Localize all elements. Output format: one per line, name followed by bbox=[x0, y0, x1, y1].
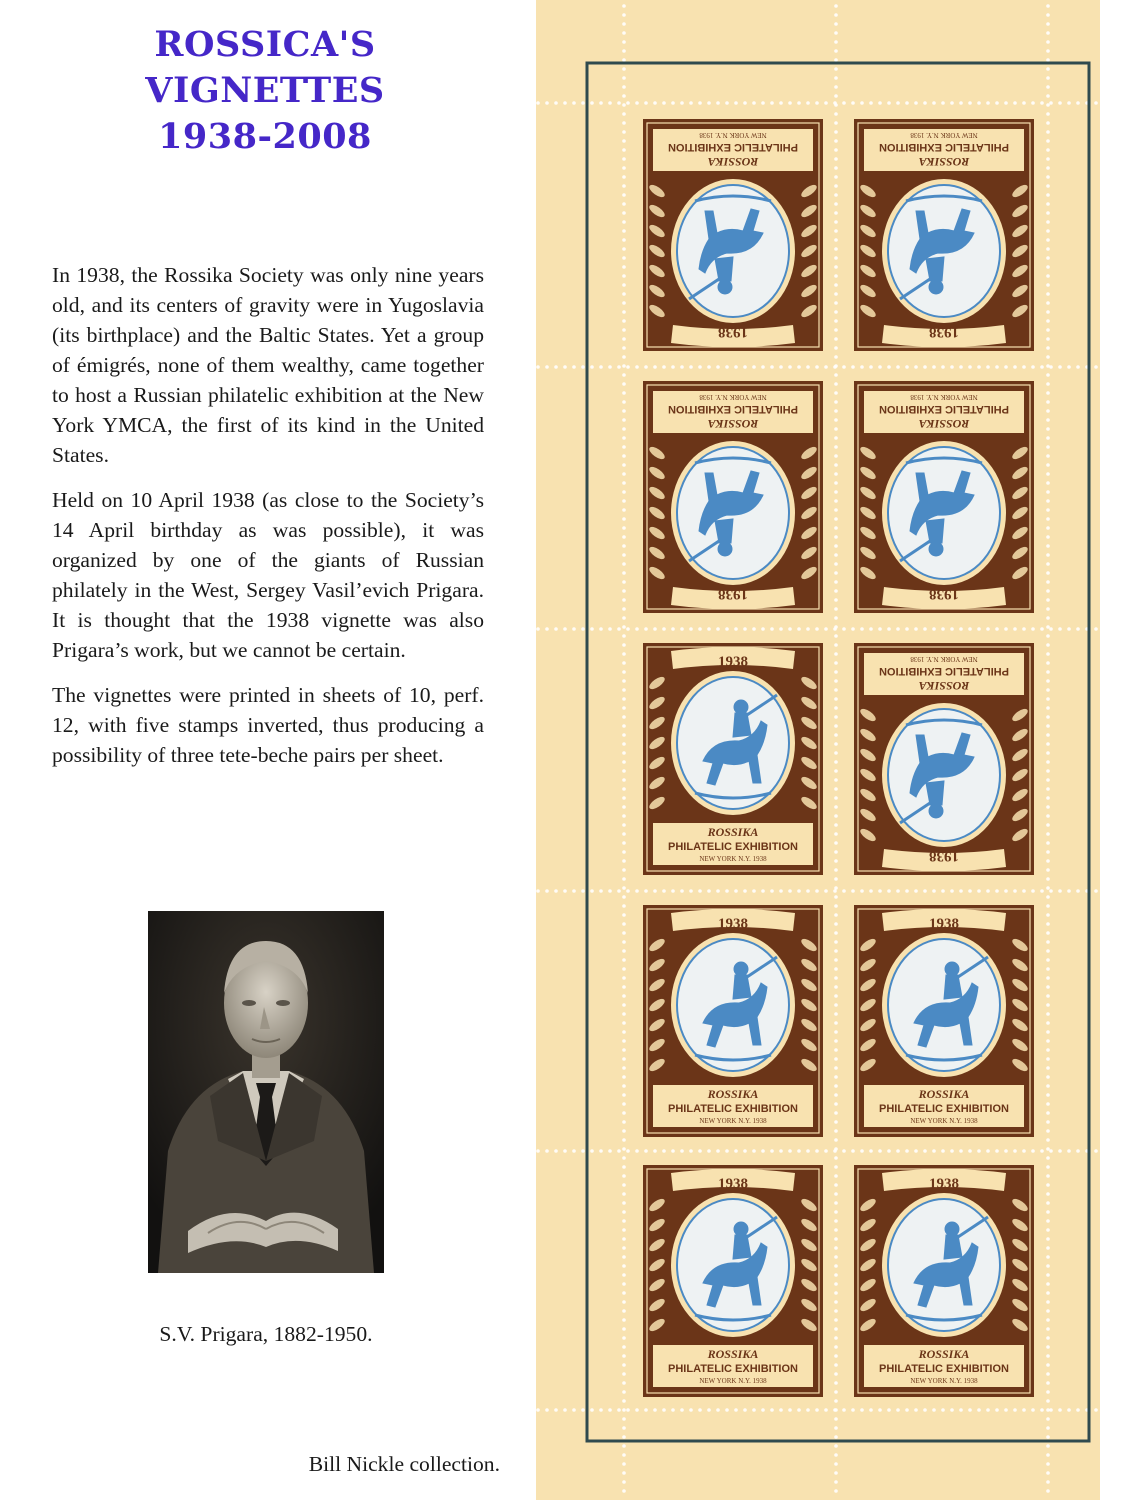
vignette-stamp bbox=[643, 119, 823, 351]
vignette-exhibition: PHILATELIC EXHIBITION bbox=[668, 1363, 798, 1375]
vignette-stamp bbox=[643, 643, 823, 875]
vignette-society: ROSSIKA bbox=[707, 155, 759, 169]
vignette-year: 1938 bbox=[718, 916, 748, 932]
vignette-society: ROSSIKA bbox=[918, 679, 970, 693]
vignette-city: NEW YORK N.Y. 1938 bbox=[910, 1377, 978, 1385]
vignette-city: NEW YORK N.Y. 1938 bbox=[699, 1117, 767, 1125]
vignette-year: 1938 bbox=[929, 916, 959, 932]
title-line-2: VIGNETTES bbox=[145, 70, 385, 111]
vignette-society: ROSSIKA bbox=[918, 1347, 970, 1361]
vignette-year: 1938 bbox=[718, 654, 748, 670]
vignette-society: ROSSIKA bbox=[707, 1087, 759, 1101]
article-body bbox=[52, 260, 484, 785]
vignette-year: 1938 bbox=[718, 1176, 748, 1192]
vignette-year: 1938 bbox=[929, 586, 959, 602]
vignette-city: NEW YORK N.Y. 1938 bbox=[910, 1117, 978, 1125]
collection-credit: Bill Nickle collection. bbox=[308, 1452, 500, 1476]
vignette-stamp bbox=[854, 1165, 1034, 1397]
vignette-society: ROSSIKA bbox=[707, 825, 759, 839]
vignette-exhibition: PHILATELIC EXHIBITION bbox=[668, 141, 798, 153]
vignette-city: NEW YORK N.Y. 1938 bbox=[699, 1377, 767, 1385]
vignette-exhibition: PHILATELIC EXHIBITION bbox=[668, 403, 798, 415]
vignette-stamp bbox=[643, 905, 823, 1137]
vignette-society: ROSSIKA bbox=[707, 1347, 759, 1361]
paragraph-2: Held on 10 April 1938 (as close to the Society’s 14 April birthday as was possible), it was organized by one of the giants of Russian philately in the West, Sergey Vasil’evich Prigara. It is thought that the 1938 vignette was also Prigara’s work, but we cannot be certain. bbox=[52, 488, 484, 662]
vignette-city: NEW YORK N.Y. 1938 bbox=[699, 855, 767, 863]
vignette-exhibition: PHILATELIC EXHIBITION bbox=[879, 141, 1009, 153]
vignette-exhibition: PHILATELIC EXHIBITION bbox=[879, 403, 1009, 415]
paragraph-1: In 1938, the Rossika Society was only nine years old, and its centers of gravity were in Yugoslavia (its birthplace) and the Baltic States. Yet a group of émigrés, none of them wealthy, came together to host a Russian philatelic exhibition at the New York YMCA, the first of its kind in the United States. bbox=[52, 263, 484, 467]
vignette-exhibition: PHILATELIC EXHIBITION bbox=[879, 1363, 1009, 1375]
vignette-stamp bbox=[854, 381, 1034, 613]
vignette-exhibition: PHILATELIC EXHIBITION bbox=[879, 665, 1009, 677]
vignette-city: NEW YORK N.Y. 1938 bbox=[699, 131, 767, 139]
vignette-year: 1938 bbox=[718, 586, 748, 602]
vignette-stamp bbox=[854, 905, 1034, 1137]
vignette-exhibition: PHILATELIC EXHIBITION bbox=[668, 1103, 798, 1115]
portrait-image bbox=[148, 911, 384, 1273]
vignette-stamp bbox=[643, 381, 823, 613]
vignette-society: ROSSIKA bbox=[918, 417, 970, 431]
vignette-year: 1938 bbox=[929, 1176, 959, 1192]
vignette-stamp bbox=[854, 643, 1034, 875]
title-line-1: ROSSICA'S bbox=[154, 24, 376, 65]
vignette-city: NEW YORK N.Y. 1938 bbox=[910, 393, 978, 401]
vignette-exhibition: PHILATELIC EXHIBITION bbox=[879, 1103, 1009, 1115]
vignette-city: NEW YORK N.Y. 1938 bbox=[910, 655, 978, 663]
portrait-photo bbox=[148, 911, 384, 1273]
vignette-year: 1938 bbox=[929, 848, 959, 864]
title-block bbox=[60, 22, 470, 160]
vignette-society: ROSSIKA bbox=[918, 155, 970, 169]
title-line-3: 1938-2008 bbox=[158, 116, 372, 157]
vignette-year: 1938 bbox=[718, 324, 748, 340]
vignette-city: NEW YORK N.Y. 1938 bbox=[910, 131, 978, 139]
vignette-society: ROSSIKA bbox=[707, 417, 759, 431]
paragraph-3: The vignettes were printed in sheets of 10, perf. 12, with five stamps inverted, thus producing a possibility of three tete-beche pairs per sheet. bbox=[52, 683, 484, 767]
vignette-exhibition: PHILATELIC EXHIBITION bbox=[668, 841, 798, 853]
vignette-stamp bbox=[854, 119, 1034, 351]
vignette-society: ROSSIKA bbox=[918, 1087, 970, 1101]
vignette-sheet bbox=[536, 0, 1100, 1500]
vignette-stamp bbox=[643, 1165, 823, 1397]
vignette-city: NEW YORK N.Y. 1938 bbox=[699, 393, 767, 401]
vignette-sheet-image bbox=[536, 0, 1100, 1500]
photo-caption: S.V. Prigara, 1882-1950. bbox=[159, 1322, 373, 1346]
vignette-year: 1938 bbox=[929, 324, 959, 340]
